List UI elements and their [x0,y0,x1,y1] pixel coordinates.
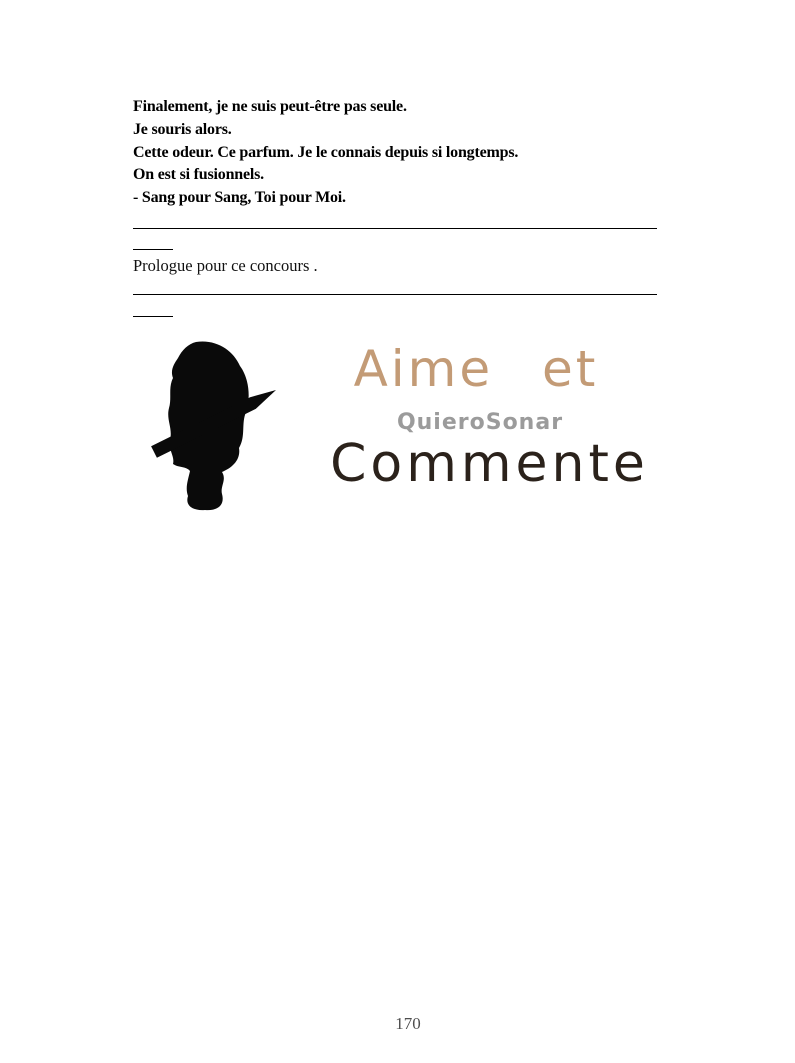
divider-full [133,294,657,295]
girl-with-pencil-silhouette-icon [148,336,280,512]
divider-full [133,228,657,229]
banner-watermark: QuieroSonar [396,410,564,435]
banner-title-bottom: Commente [330,434,649,494]
story-line: - Sang pour Sang, Toi pour Moi. [133,189,346,207]
divider-short [133,316,173,317]
story-line: Je souris alors. [133,120,232,138]
banner-title-top: Aime et [353,340,599,398]
page-number: 170 [395,1014,421,1033]
story-line: Cette odeur. Ce parfum. Je le connais depuis si longtemps. [133,143,519,161]
aime-et-commente-banner [148,334,660,514]
story-paragraph [133,96,663,210]
story-line: Finalement, je ne suis peut-être pas seule. [133,98,407,115]
divider-short [133,249,173,250]
story-line: On est si fusionnels. [133,166,264,184]
prologue-note: Prologue pour ce concours . [133,256,318,275]
